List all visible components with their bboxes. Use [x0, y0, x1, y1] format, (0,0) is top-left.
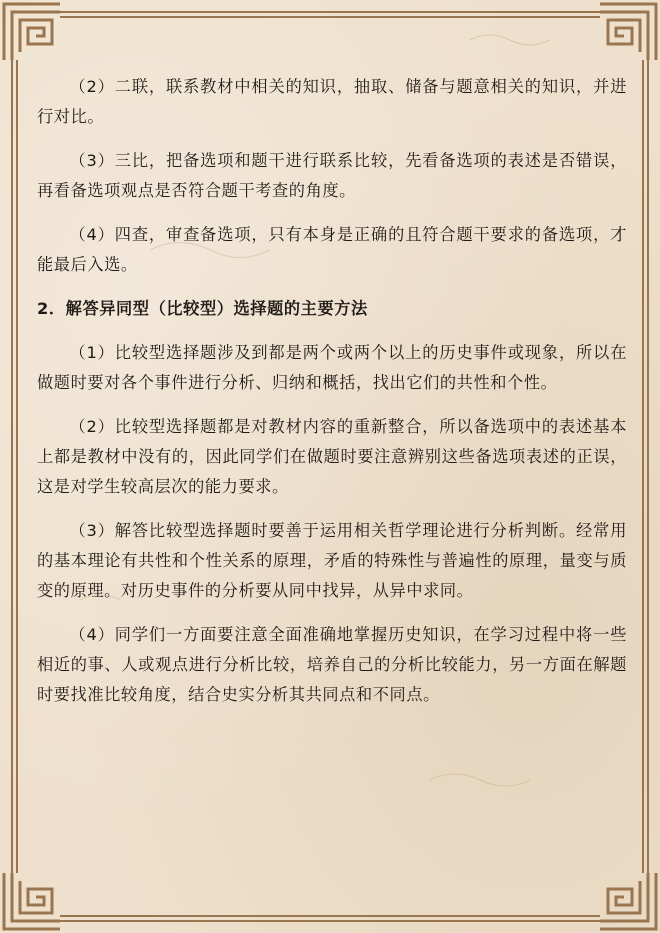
paragraph: （2）比较型选择题都是对教材内容的重新整合，所以备选项中的表述基本上都是教材中没有的，因此同学们在做题时要注意辨别这些备选项表述的正误，这是对学生较高层次的能力要求。 — [37, 417, 627, 496]
paragraph: （4）四查，审查备选项，只有本身是正确的且符合题干要求的备选项，才能最后入选。 — [37, 225, 627, 274]
paragraph: （1）比较型选择题涉及到都是两个或两个以上的历史事件或现象，所以在做题时要对各个事件进行分析、归纳和概括，找出它们的共性和个性。 — [37, 343, 627, 392]
paragraph: （2）二联，联系教材中相关的知识，抽取、储备与题意相关的知识，并进行对比。 — [37, 77, 627, 126]
paragraph: （3）三比，把备选项和题干进行联系比较，先看备选项的表述是否错误，再看备选项观点是否符合题干考查的角度。 — [37, 151, 627, 200]
section-heading: 2．解答异同型（比较型）选择题的主要方法 — [37, 299, 368, 318]
paragraph: （3）解答比较型选择题时要善于运用相关哲学理论进行分析判断。经常用的基本理论有共性和个性关系的原理，矛盾的特殊性与普遍性的原理，量变与质变的原理。对历史事件的分析要从同中找异，从异中求同。 — [37, 521, 627, 600]
paragraph: （4）同学们一方面要注意全面准确地掌握历史知识，在学习过程中将一些相近的事、人或观点进行分析比较，培养自己的分析比较能力，另一方面在解题时要找准比较角度，结合史实分析其共同点和不同点。 — [37, 625, 627, 704]
document-body — [37, 72, 627, 724]
